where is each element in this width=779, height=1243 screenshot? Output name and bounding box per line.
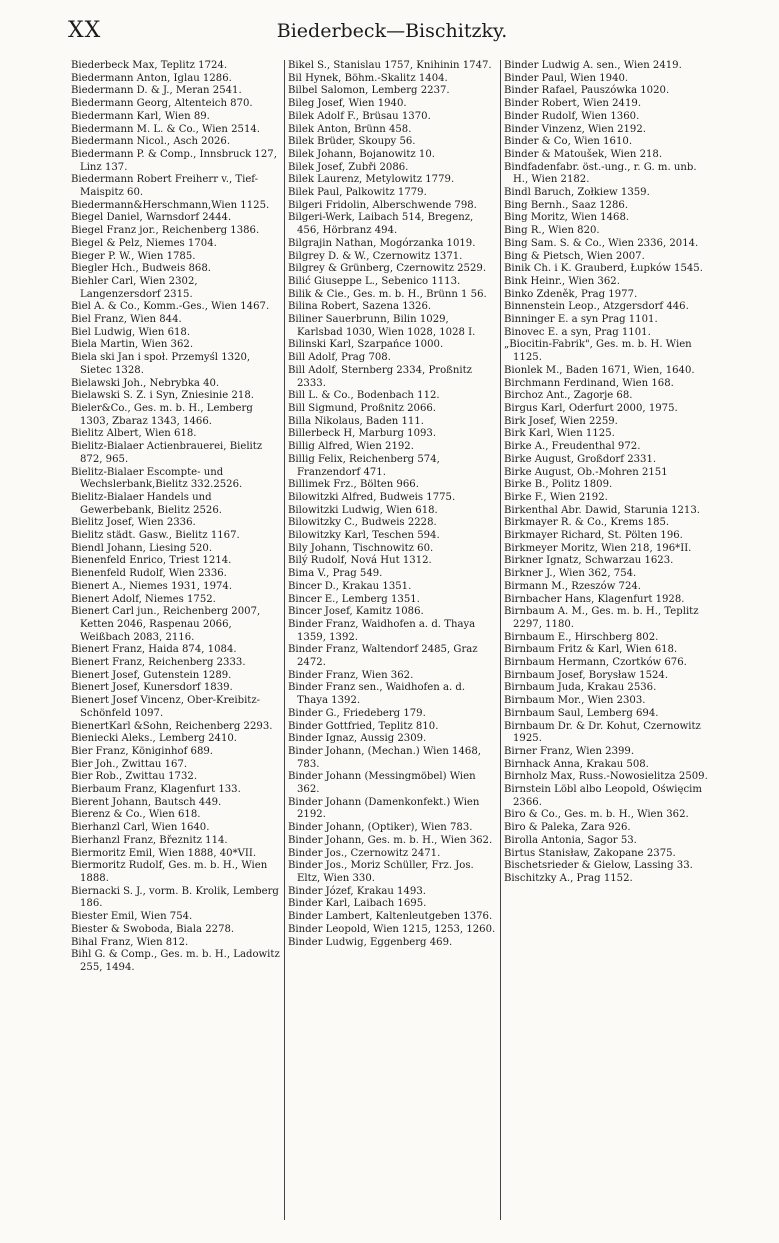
directory-entry: Bieler&Co., Ges. m. b. H., Lemberg 1303, Zbaraz 1343, 1466. (71, 402, 253, 427)
directory-entry: Bink Heinr., Wien 362. (504, 275, 620, 287)
directory-entry: Bilik & Cie., Ges. m. b. H., Brünn 1 56. (288, 288, 487, 300)
directory-entry: Binder Johann (Damenkonfekt.) Wien 2192. (288, 796, 480, 821)
directory-entry: Birgus Karl, Oderfurt 2000, 1975. (504, 402, 678, 414)
directory-entry: Birkenthal Abr. Dawid, Starunia 1213. (504, 504, 700, 516)
directory-entry: Binder Leopold, Wien 1215, 1253, 1260. (288, 923, 496, 935)
directory-entry: Biro & Paleka, Zara 926. (504, 822, 631, 834)
directory-entry: Bihal Franz, Wien 812. (71, 936, 189, 948)
directory-entry: Bilbel Salomon, Lemberg 2237. (288, 85, 450, 97)
directory-entry: Billa Nikolaus, Baden 111. (288, 415, 424, 427)
directory-entry: Bier Franz, Königinhof 689. (71, 745, 213, 757)
directory-entry: Bilek Josef, Zubři 2086. (288, 161, 409, 173)
directory-entry: Birk Josef, Wien 2259. (504, 415, 618, 427)
directory-entry: Birnbaum Josef, Borysław 1524. (504, 669, 669, 681)
directory-entry: Bielawski Joh., Nebrybka 40. (71, 377, 220, 389)
directory-entry: Binnenstein Leop., Atzgersdorf 446. (504, 301, 689, 313)
directory-entry: Birchmann Ferdinand, Wien 168. (504, 377, 674, 389)
directory-entry: Bienert Josef, Gutenstein 1289. (71, 669, 232, 681)
directory-entry: Bienert Carl jun., Reichenberg 2007, Ketten 2046, Raspenau 2066, Weißbach 2083, 2116. (71, 606, 261, 643)
directory-entry: Binder Jos., Czernowitz 2471. (288, 847, 441, 859)
directory-entry: „Biocitin-Fabrik", Ges. m. b. H. Wien 1125. (504, 339, 692, 364)
directory-entry: Bima V., Prag 549. (288, 568, 383, 580)
directory-entry: Binder Ignaz, Aussig 2309. (288, 733, 427, 745)
directory-entry: Bilowitzky C., Budweis 2228. (288, 517, 437, 529)
directory-entry: Bierenz & Co., Wien 618. (71, 809, 201, 821)
directory-entry: Binder Johann, (Optiker), Wien 783. (288, 822, 473, 834)
directory-entry: Biehler Carl, Wien 2302, Langenzersdorf 2315. (71, 275, 198, 300)
directory-entry: Bienenfeld Enrico, Triest 1214. (71, 555, 232, 567)
directory-entry: Birnholz Max, Russ.-Nowosielitza 2509. (504, 771, 708, 783)
directory-entry: Birnhack Anna, Krakau 508. (504, 758, 649, 770)
directory-entry: Binder Franz sen., Waidhofen a. d. Thaya 1392. (288, 682, 466, 707)
entry-columns (68, 60, 716, 1220)
directory-entry: Birnbaum Mor., Wien 2303. (504, 695, 646, 707)
directory-entry: Binder Lambert, Kaltenleutgeben 1376. (288, 911, 493, 923)
directory-entry: Binder Franz, Waidhofen a. d. Thaya 1359, 1392. (288, 618, 476, 643)
directory-entry: Binder Józef, Krakau 1493. (288, 885, 426, 897)
directory-entry: Bikel S., Stanislau 1757, Knihinin 1747. (288, 60, 492, 71)
directory-entry: Biedermann P. & Comp., Innsbruck 127, Linz 137. (71, 148, 277, 173)
directory-entry: Birke F., Wien 2192. (504, 491, 608, 503)
directory-entry: Biegler Hch., Budweis 868. (71, 263, 211, 275)
directory-entry: Birke August, Großdorf 2331. (504, 453, 657, 465)
directory-entry: Biegel Daniel, Warnsdorf 2444. (71, 212, 232, 224)
directory-entry: Biermoritz Emil, Wien 1888, 40*VII. (71, 847, 257, 859)
directory-entry: Binder Franz, Waltendorf 2485, Graz 2472. (288, 644, 478, 669)
directory-entry: Bill Adolf, Sternberg 2334, Proßnitz 2333. (288, 364, 473, 389)
directory-entry: Biro & Co., Ges. m. b. H., Wien 362. (504, 809, 689, 821)
directory-entry: Biester Emil, Wien 754. (71, 911, 193, 923)
directory-entry: Bieger P. W., Wien 1785. (71, 250, 196, 262)
directory-entry: Birkner J., Wien 362, 754. (504, 568, 637, 580)
directory-entry: Binder Johann, (Mechan.) Wien 1468, 783. (288, 745, 481, 770)
directory-entry: Bionlek M., Baden 1671, Wien, 1640. (504, 364, 695, 376)
directory-entry: Bindl Baruch, Zołkiew 1359. (504, 187, 650, 199)
directory-entry: Binder Gottfried, Teplitz 810. (288, 720, 439, 732)
directory-entry: Biegel Franz jor., Reichenberg 1386. (71, 225, 260, 237)
directory-entry: Binder Ludwig A. sen., Wien 2419. (504, 60, 682, 71)
directory-entry: Bilgeri Fridolin, Alberschwende 798. (288, 199, 477, 211)
directory-entry: Bielitz-Bialaer Escompte- und Wechslerbank,Bielitz 332.2526. (71, 466, 243, 491)
directory-entry: Binder Johann (Messingmöbel) Wien 362. (288, 771, 476, 796)
directory-entry: Bierhanzl Carl, Wien 1640. (71, 822, 210, 834)
directory-entry: Birnbaum A. M., Ges. m. b. H., Teplitz 2297, 1180. (504, 606, 699, 630)
directory-entry: Biedermann Georg, Altenteich 870. (71, 98, 253, 110)
column-1 (68, 60, 284, 1220)
directory-entry: Binko Zdeněk, Prag 1977. (504, 288, 638, 300)
directory-entry: Biedermann Robert Freiherr v., Tief-Maispitz 60. (71, 174, 259, 199)
directory-entry: Birnbaum Fritz & Karl, Wien 618. (504, 644, 678, 656)
directory-entry: Bielitz-Bialaer Handels und Gewerbebank, Bielitz 2526. (71, 491, 222, 516)
directory-entry: Bill Sigmund, Proßnitz 2066. (288, 402, 437, 414)
directory-entry: Bischetsrieder & Gielow, Lassing 33. (504, 860, 693, 872)
directory-entry: Biliner Sauerbrunn, Bilin 1029, Karlsbad 1030, Wien 1028, 1028 I. (288, 314, 476, 338)
directory-entry: Binder G., Friedeberg 179. (288, 707, 426, 719)
directory-entry: Binder Karl, Laibach 1695. (288, 898, 427, 910)
directory-entry: Binder & Co, Wien 1610. (504, 136, 633, 148)
directory-entry: Biedermann Anton, Iglau 1286. (71, 72, 232, 84)
directory-entry: Bilowitzky Karl, Teschen 594. (288, 530, 440, 542)
directory-entry: Biel A. & Co., Komm.-Ges., Wien 1467. (71, 301, 270, 313)
directory-entry: Binder Rudolf, Wien 1360. (504, 110, 640, 122)
directory-entry: Bierhanzl Franz, Březnitz 114. (71, 834, 228, 846)
directory-entry: Bilgrey D. & W., Czernowitz 1371. (288, 250, 463, 262)
directory-entry: Bincer E., Lemberg 1351. (288, 593, 420, 605)
directory-entry: Birnbacher Hans, Klagenfurt 1928. (504, 593, 685, 605)
directory-entry: Binder Paul, Wien 1940. (504, 72, 629, 84)
directory-entry: Biermoritz Rudolf, Ges. m. b. H., Wien 1888. (71, 860, 268, 884)
directory-entry: Biel Ludwig, Wien 618. (71, 326, 191, 338)
directory-entry: Bill Adolf, Prag 708. (288, 352, 391, 364)
directory-entry: Bienert A., Niemes 1931, 1974. (71, 580, 233, 592)
directory-entry: Bing R., Wien 820. (504, 225, 600, 237)
directory-entry: Bileg Josef, Wien 1940. (288, 98, 407, 110)
directory-entry: Binder Robert, Wien 2419. (504, 98, 642, 110)
directory-entry: Bindfadenfabr. öst.-ung., r. G. m. unb. H., Wien 2182. (504, 161, 697, 186)
directory-entry: Bilowitzki Alfred, Budweis 1775. (288, 491, 456, 503)
directory-entry: Bilgeri-Werk, Laibach 514, Bregenz, 456, Hörbranz 494. (288, 212, 474, 237)
directory-entry: Binder Jos., Moriz Schüller, Frz. Jos. Eltz, Wien 330. (288, 860, 474, 884)
directory-entry: Binninger E. a syn Prag 1101. (504, 314, 658, 326)
directory-entry: Bilgrey & Grünberg, Czernowitz 2529. (288, 263, 487, 275)
directory-entry: Birk Karl, Wien 1125. (504, 428, 615, 440)
running-title: Biederbeck—Bischitzky. (276, 20, 508, 42)
column-3 (500, 60, 716, 1220)
directory-entry: Birolla Antonia, Sagor 53. (504, 834, 637, 846)
directory-entry: Bincer Josef, Kamitz 1086. (288, 606, 424, 618)
directory-entry: Bil Hynek, Böhm.-Skalitz 1404. (288, 72, 448, 84)
directory-entry: Binder Franz, Wien 362. (288, 669, 414, 681)
directory-entry: Birke August, Ob.-Mohren 2151 (504, 466, 668, 478)
directory-entry: Binder Ludwig, Eggenberg 469. (288, 936, 453, 948)
directory-entry: Birkmeyer Moritz, Wien 218, 196*II. (504, 542, 692, 554)
directory-entry: Bienert Josef Vincenz, Ober-Kreibitz-Schönfeld 1097. (71, 695, 261, 719)
directory-entry: Birkmayer R. & Co., Krems 185. (504, 517, 670, 529)
directory-entry: Biedermann D. & J., Meran 2541. (71, 85, 242, 97)
directory-entry: Bielitz städt. Gasw., Bielitz 1167. (71, 530, 240, 542)
directory-entry: Bilek Anton, Brünn 458. (288, 123, 412, 135)
directory-entry: Bielitz Josef, Wien 2336. (71, 517, 196, 529)
directory-entry: Birmann M., Rzeszów 724. (504, 580, 642, 592)
directory-entry: Bilek Adolf F., Brüsau 1370. (288, 110, 431, 122)
directory-entry: Bielitz Albert, Wien 618. (71, 428, 197, 440)
directory-entry: Binovec E. a syn, Prag 1101. (504, 326, 651, 338)
directory-entry: Bienert Adolf, Niemes 1752. (71, 593, 216, 605)
directory-entry: Birnstein Löbl albo Leopold, Oświęcim 2366. (504, 784, 702, 808)
directory-entry: BienertKarl &Sohn, Reichenberg 2293. (71, 720, 273, 732)
directory-entry: Birkner Ignatz, Schwarzau 1623. (504, 555, 674, 567)
directory-entry: Biegel & Pelz, Niemes 1704. (71, 237, 217, 249)
directory-entry: Bincer D., Krakau 1351. (288, 580, 412, 592)
directory-entry: Bihl G. & Comp., Ges. m. b. H., Ladowitz 255, 1494. (71, 949, 280, 973)
directory-entry: Biedermann Nicol., Asch 2026. (71, 136, 231, 148)
directory-entry: Birnbaum Hermann, Czortków 676. (504, 657, 687, 669)
directory-entry: Biedermann Karl, Wien 89. (71, 110, 210, 122)
directory-entry: Bily Johann, Tischnowitz 60. (288, 542, 434, 554)
directory-entry: Biedermann&Herschmann,Wien 1125. (71, 199, 270, 211)
directory-entry: Bing Sam. S. & Co., Wien 2336, 2014. (504, 237, 699, 249)
directory-entry: Bielawski S. Z. i Syn, Zniesinie 218. (71, 390, 254, 402)
directory-entry: Billig Alfred, Wien 2192. (288, 441, 414, 453)
directory-entry: Billimek Frz., Bölten 966. (288, 479, 419, 491)
directory-entry: Bill L. & Co., Bodenbach 112. (288, 390, 440, 402)
directory-entry: Bilinski Karl, Szarpańce 1000. (288, 339, 444, 351)
directory-entry: Billig Felix, Reichenberg 574, Franzendorf 471. (288, 453, 440, 478)
directory-entry: Biedermann M. L. & Co., Wien 2514. (71, 123, 260, 135)
directory-entry: Biela ski Jan i społ. Przemyśl 1320, Sietec 1328. (71, 352, 251, 376)
directory-entry: Bing Bernh., Saaz 1286. (504, 199, 629, 211)
directory-entry: Bier Rob., Zwittau 1732. (71, 771, 198, 783)
directory-entry: Bischitzky A., Prag 1152. (504, 873, 633, 884)
directory-entry: Bilek Laurenz, Metylowitz 1779. (288, 174, 455, 186)
directory-entry: Binder Johann, Ges. m. b. H., Wien 362. (288, 834, 493, 846)
directory-entry: Binder & Matoušek, Wien 218. (504, 148, 663, 160)
directory-entry: Bilowitzki Ludwig, Wien 618. (288, 504, 438, 516)
directory-entry: Binder Vinzenz, Wien 2192. (504, 123, 646, 135)
directory-entry: Bierent Johann, Bautsch 449. (71, 796, 222, 808)
directory-entry: Biernacki S. J., vorm. B. Krolik, Lemberg 186. (71, 885, 279, 910)
directory-entry: Biester & Swoboda, Biala 2278. (71, 923, 235, 935)
directory-entry: Billerbeck H, Marburg 1093. (288, 428, 437, 440)
directory-entry: Bier Joh., Zwittau 167. (71, 758, 188, 770)
directory-entry: Birchoz Ant., Zagorje 68. (504, 390, 633, 402)
directory-entry: Bilý Rudolf, Nová Hut 1312. (288, 555, 432, 567)
directory-entry: Bilek Brüder, Skoupy 56. (288, 136, 416, 148)
directory-entry: Bieniecki Aleks., Lemberg 2410. (71, 733, 238, 745)
directory-entry: Binik Ch. i K. Grauberd, Łupków 1545. (504, 263, 703, 275)
directory-entry: Binder Rafael, Pauszówka 1020. (504, 85, 670, 97)
directory-entry: Birner Franz, Wien 2399. (504, 745, 635, 757)
directory-entry: Bilina Robert, Sazena 1326. (288, 301, 432, 313)
directory-entry: Bienert Franz, Haida 874, 1084. (71, 644, 237, 656)
directory-entry: Bilić Giuseppe L., Sebenico 1113. (288, 275, 461, 287)
directory-entry: Bienert Josef, Kunersdorf 1839. (71, 682, 233, 694)
directory-entry: Bilek Johann, Bojanowitz 10. (288, 148, 435, 160)
directory-entry: Birnbaum E., Hirschberg 802. (504, 631, 659, 643)
directory-entry: Biela Martin, Wien 362. (71, 339, 194, 351)
directory-entry: Birtus Stanisław, Zakopane 2375. (504, 847, 676, 859)
directory-entry: Biel Franz, Wien 844. (71, 314, 182, 326)
directory-entry: Birnbaum Juda, Krakau 2536. (504, 682, 657, 694)
directory-entry: Birnbaum Dr. & Dr. Kohut, Czernowitz 1925. (504, 720, 701, 745)
directory-entry: Bilgrajin Nathan, Mogórzanka 1019. (288, 237, 476, 249)
page-number: XX (68, 18, 102, 43)
directory-entry: Bierbaum Franz, Klagenfurt 133. (71, 784, 241, 796)
directory-entry: Birkmayer Richard, St. Pölten 196. (504, 530, 683, 542)
directory-entry: Biederbeck Max, Teplitz 1724. (71, 60, 228, 71)
directory-entry: Birnbaum Saul, Lemberg 694. (504, 707, 659, 719)
directory-entry: Bienert Franz, Reichenberg 2333. (71, 657, 246, 669)
directory-entry: Bing & Pietsch, Wien 2007. (504, 250, 645, 262)
directory-entry: Birke B., Politz 1809. (504, 479, 613, 491)
directory-entry: Bing Moritz, Wien 1468. (504, 212, 630, 224)
column-2 (284, 60, 500, 1220)
directory-entry: Biendl Johann, Liesing 520. (71, 542, 213, 554)
directory-entry: Bielitz-Bialaer Actienbrauerei, Bielitz 872, 965. (71, 441, 263, 465)
directory-entry: Birke A., Freudenthal 972. (504, 441, 641, 453)
page-header (68, 14, 716, 48)
directory-entry: Bilek Paul, Palkowitz 1779. (288, 187, 427, 199)
directory-entry: Bienenfeld Rudolf, Wien 2336. (71, 568, 227, 580)
